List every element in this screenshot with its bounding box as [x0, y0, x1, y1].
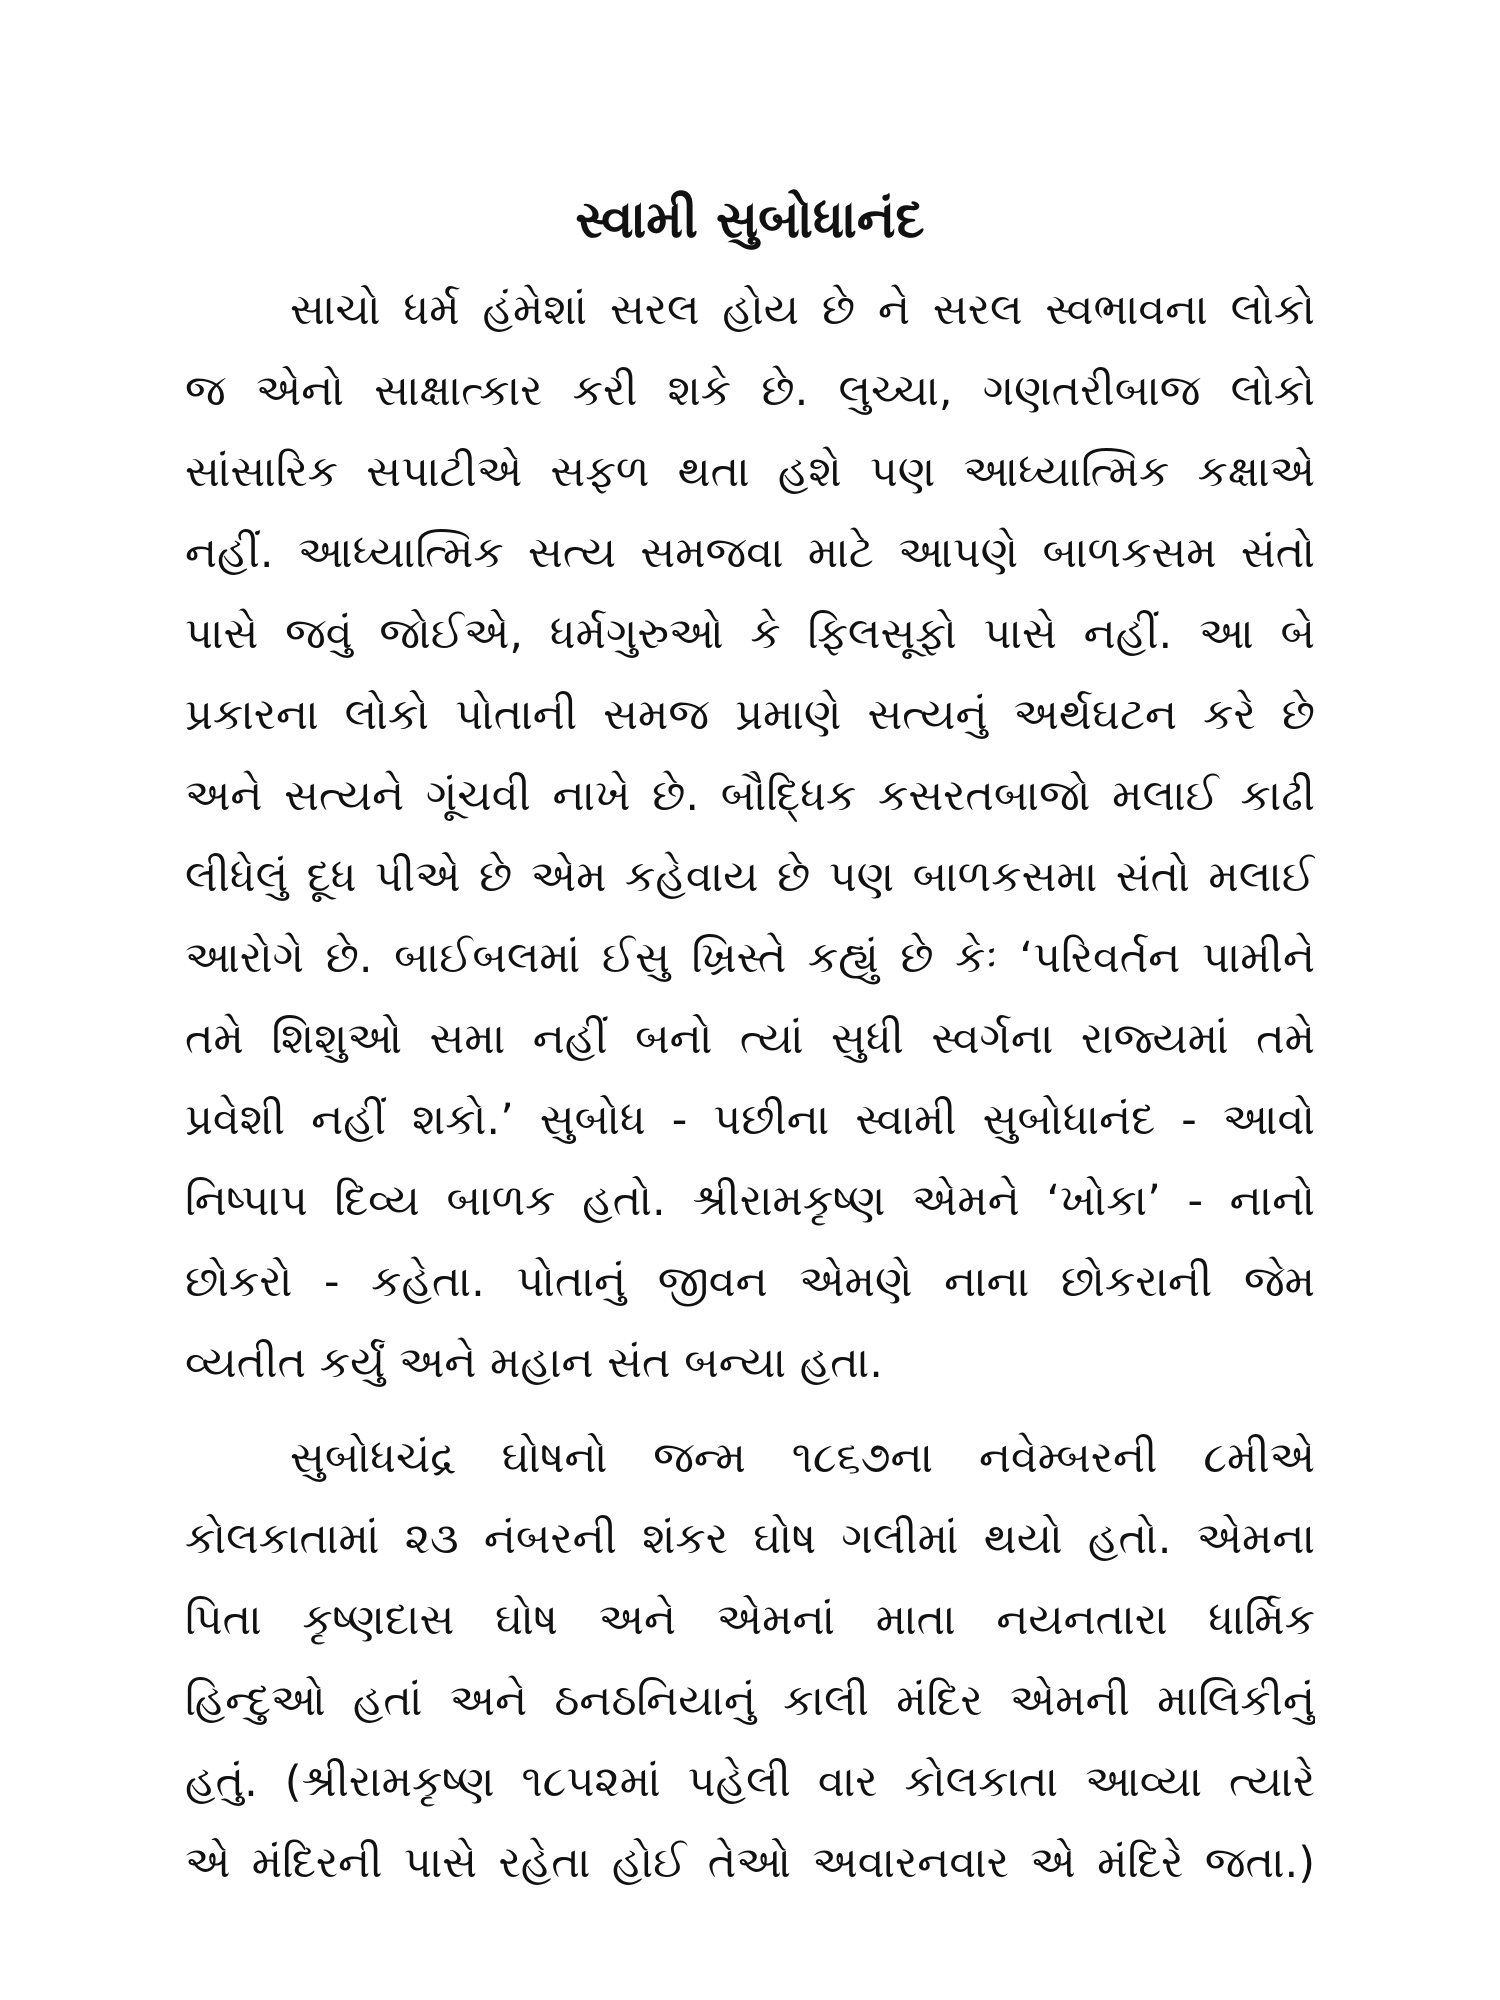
paragraph-1-line-4: નહીં. આધ્યાત્મિક સત્ય સમજવા માટે આપણે બાળકસમ સંતો [185, 528, 1315, 578]
paragraph-1-line-12: નિષ્પાપ દિવ્ય બાળક હતો. શ્રીરામકૃષ્ણ એમને ‘ખોકા’ - નાનો [185, 1176, 1315, 1226]
paragraph-2-line-5: હતું. (શ્રીરામકૃષ્ણ ૧૮૫૨માં પહેલી વાર કોલકાતા આવ્યા ત્યારે [185, 1757, 1315, 1807]
paragraph-1-line-9: આરોગે છે. બાઈબલમાં ઈસુ ખ્રિસ્તે કહ્યું છે કેઃ ‘પરિવર્તન પામીને [185, 933, 1315, 983]
paragraph-1-line-2: જ એનો સાક્ષાત્કાર કરી શકે છે. લુચ્ચા, ગણતરીબાજ લોકો [185, 366, 1315, 416]
paragraph-2-line-3: પિતા કૃષ્ણદાસ ઘોષ અને એમનાં માતા નયનતારા ધાર્મિક [185, 1595, 1315, 1645]
paragraph-1-line-7: અને સત્યને ગૂંચવી નાખે છે. બૌદ્ધિક કસરતબાજો મલાઈ કાઢી [185, 771, 1315, 821]
paragraph-2-line-4: હિન્દુઓ હતાં અને ઠનઠનિયાનું કાલી મંદિર એમની માલિકીનું [185, 1676, 1315, 1726]
paragraph-1-line-14: વ્યતીત કર્યું અને મહાન સંત બન્યા હતા. [185, 1338, 883, 1388]
paragraph-1-line-13: છોકરો - કહેતા. પોતાનું જીવન એમણે નાના છોકરાની જેમ [185, 1257, 1315, 1307]
paragraph-1-line-5: પાસે જવું જોઈએ, ધર્મગુરુઓ કે ફિલસૂફો પાસે નહીં. આ બે [185, 609, 1315, 659]
paragraph-2-line-2: કોલકાતામાં ૨૩ નંબરની શંકર ઘોષ ગલીમાં થયો હતો. એમના [185, 1514, 1315, 1564]
paragraph-1-line-10: તમે શિશુઓ સમા નહીં બનો ત્યાં સુધી સ્વર્ગના રાજ્યમાં તમે [185, 1014, 1315, 1064]
paragraph-1-line-1: સાચો ધર્મ હંમેશાં સરલ હોય છે ને સરલ સ્વભાવના લોકો [290, 285, 1315, 335]
paragraph-1-line-8: લીધેલું દૂધ પીએ છે એમ કહેવાય છે પણ બાળકસમા સંતો મલાઈ [185, 852, 1315, 902]
paragraph-1-line-11: પ્રવેશી નહીં શકો.’ સુબોધ - પછીના સ્વામી સુબોધાનંદ - આવો [185, 1095, 1315, 1145]
page-title: સ્વામી સુબોધાનંદ [575, 190, 925, 250]
paragraph-1-line-6: પ્રકારના લોકો પોતાની સમજ પ્રમાણે સત્યનું અર્થઘટન કરે છે [185, 690, 1315, 740]
paragraph-1-line-3: સાંસારિક સપાટીએ સફળ થતા હશે પણ આધ્યાત્મિક કક્ષાએ [185, 447, 1315, 497]
paragraph-2-line-1: સુબોધચંદ્ર ઘોષનો જન્મ ૧૮૬૭ના નવેમ્બરની ૮મીએ [290, 1433, 1315, 1483]
paragraph-2-line-6: એ મંદિરની પાસે રહેતા હોઈ તેઓ અવારનવાર એ મંદિરે જતા.) [185, 1838, 1315, 1888]
